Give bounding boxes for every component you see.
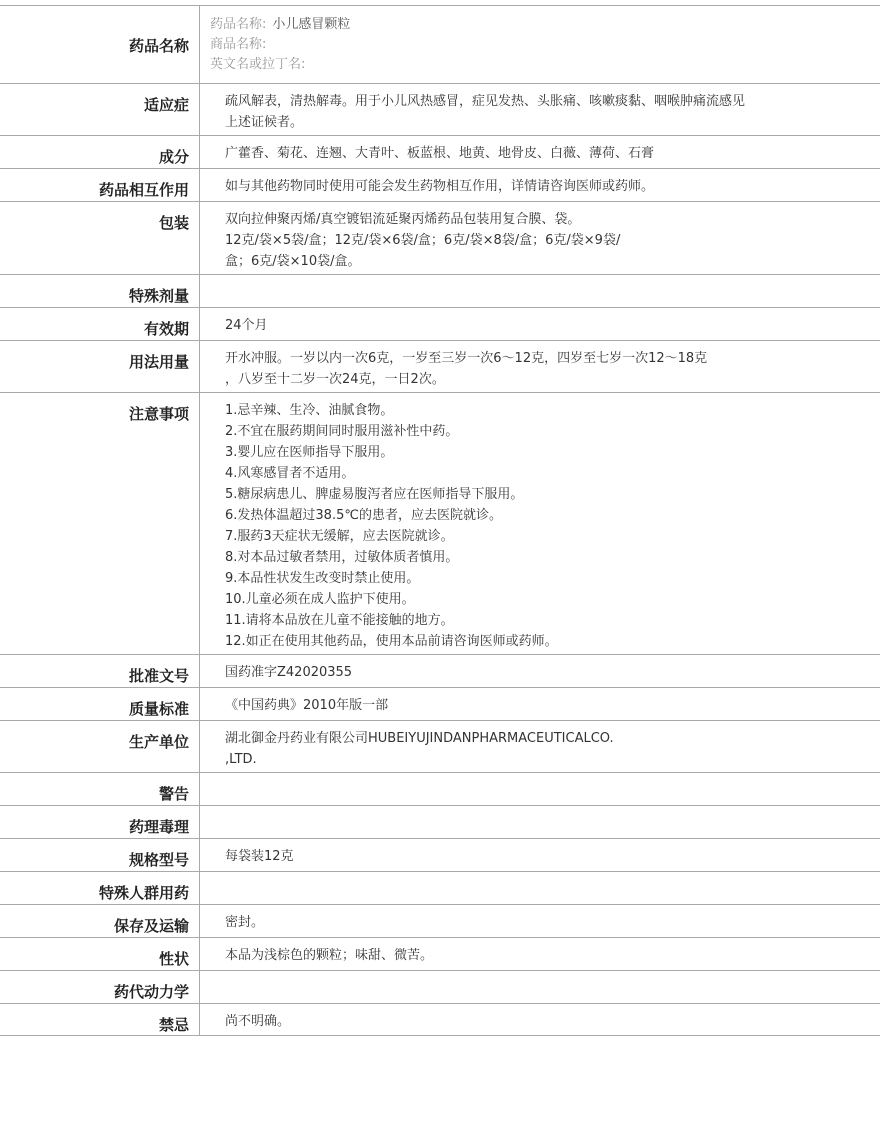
row-value xyxy=(200,136,880,168)
row-value xyxy=(200,202,880,274)
value-line: 湖北御金丹药业有限公司HUBEIYUJINDANPHARMACEUTICALCO. xyxy=(225,731,614,746)
row-drug-name xyxy=(0,5,880,83)
value-line: 9.本品性状发生改变时禁止使用。 xyxy=(225,571,420,586)
value-line: 如与其他药物同时使用可能会发生药物相互作用，详情请咨询医师或药师。 xyxy=(225,179,655,194)
info-row xyxy=(0,307,880,340)
row-value xyxy=(200,688,880,720)
generic-name-label: 药品名称: xyxy=(210,17,267,32)
row-label: 规格型号 xyxy=(0,839,200,871)
value-line: 8.对本品过敏者禁用，过敏体质者慎用。 xyxy=(225,550,459,565)
value-line: 国药准字Z42020355 xyxy=(225,665,353,680)
value-line: 2.不宜在服药期间同时服用滋补性中药。 xyxy=(225,424,459,439)
generic-name-line xyxy=(210,15,870,35)
row-label: 批准文号 xyxy=(0,655,200,687)
value-line: 密封。 xyxy=(225,915,265,930)
info-row xyxy=(0,970,880,1003)
brand-name-label: 商品名称: xyxy=(210,37,267,52)
info-row xyxy=(0,274,880,307)
row-value xyxy=(200,839,880,871)
info-row xyxy=(0,687,880,720)
value-line: 12克/袋×5袋/盒；12克/袋×6袋/盒；6克/袋×8袋/盒；6克/袋×9袋/ xyxy=(225,233,621,248)
row-value xyxy=(200,393,880,654)
value-line: ，八岁至十二岁一次24克，一日2次。 xyxy=(225,372,445,387)
row-value xyxy=(200,84,880,135)
row-label: 警告 xyxy=(0,773,200,805)
info-row xyxy=(0,201,880,274)
value-line: 11.请将本品放在儿童不能接触的地方。 xyxy=(225,613,454,628)
value-line: 广藿香、菊花、连翘、大青叶、板蓝根、地黄、地骨皮、白薇、薄荷、石膏 xyxy=(225,146,655,161)
info-row xyxy=(0,392,880,654)
value-line: 6.发热体温超过38.5℃的患者，应去医院就诊。 xyxy=(225,508,502,523)
value-line: 每袋装12克 xyxy=(225,849,294,864)
row-value xyxy=(200,655,880,687)
row-label: 性状 xyxy=(0,938,200,970)
info-row xyxy=(0,1003,880,1036)
row-value xyxy=(200,938,880,970)
row-label: 禁忌 xyxy=(0,1004,200,1035)
value-line: 5.糖尿病患儿、脾虚易腹泻者应在医师指导下服用。 xyxy=(225,487,524,502)
info-row xyxy=(0,937,880,970)
drug-name-value xyxy=(200,6,880,83)
row-label: 质量标准 xyxy=(0,688,200,720)
row-label: 适应症 xyxy=(0,84,200,135)
row-value xyxy=(200,905,880,937)
value-line: 4.风寒感冒者不适用。 xyxy=(225,466,355,481)
row-value xyxy=(200,806,880,838)
row-value xyxy=(200,971,880,1003)
english-name-label: 英文名或拉丁名: xyxy=(210,57,306,72)
value-line: 《中国药典》2010年版一部 xyxy=(225,698,389,713)
value-line: 3.婴儿应在医师指导下服用。 xyxy=(225,445,394,460)
info-row xyxy=(0,654,880,687)
value-line: 上述证候者。 xyxy=(225,115,304,130)
info-row xyxy=(0,168,880,201)
row-label: 特殊剂量 xyxy=(0,275,200,307)
row-label: 药品名称 xyxy=(0,6,200,83)
value-line: ,LTD. xyxy=(225,752,257,767)
info-row xyxy=(0,805,880,838)
row-label: 有效期 xyxy=(0,308,200,340)
value-line: 疏风解表，清热解毒。用于小儿风热感冒，症见发热、头胀痛、咳嗽痰黏、咽喉肿痛流感见 xyxy=(225,94,746,109)
row-label: 特殊人群用药 xyxy=(0,872,200,904)
row-label: 注意事项 xyxy=(0,393,200,654)
value-line: 开水冲服。一岁以内一次6克，一岁至三岁一次6～12克，四岁至七岁一次12～18克 xyxy=(225,351,708,366)
value-line: 双向拉伸聚丙烯/真空镀铝流延聚丙烯药品包装用复合膜、袋。 xyxy=(225,212,581,227)
info-row xyxy=(0,838,880,871)
info-row xyxy=(0,720,880,772)
row-label: 药理毒理 xyxy=(0,806,200,838)
info-row xyxy=(0,904,880,937)
info-row xyxy=(0,772,880,805)
row-label: 包装 xyxy=(0,202,200,274)
info-row xyxy=(0,135,880,168)
row-label: 药代动力学 xyxy=(0,971,200,1003)
row-label: 药品相互作用 xyxy=(0,169,200,201)
row-value xyxy=(200,721,880,772)
value-line: 10.儿童必须在成人监护下使用。 xyxy=(225,592,415,607)
info-row xyxy=(0,871,880,904)
value-line: 盒；6克/袋×10袋/盒。 xyxy=(225,254,361,269)
row-label: 保存及运输 xyxy=(0,905,200,937)
row-label: 成分 xyxy=(0,136,200,168)
row-value xyxy=(200,773,880,805)
row-value xyxy=(200,308,880,340)
row-value xyxy=(200,275,880,307)
value-line: 本品为浅棕色的颗粒；味甜、微苦。 xyxy=(225,948,434,963)
row-label: 用法用量 xyxy=(0,341,200,392)
row-value xyxy=(200,341,880,392)
row-value xyxy=(200,169,880,201)
value-line: 7.服药3天症状无缓解，应去医院就诊。 xyxy=(225,529,454,544)
info-row xyxy=(0,83,880,135)
value-line: 1.忌辛辣、生冷、油腻食物。 xyxy=(225,403,394,418)
row-value xyxy=(200,872,880,904)
value-line: 尚不明确。 xyxy=(225,1014,291,1029)
drug-info-table xyxy=(0,5,880,1036)
value-line: 24个月 xyxy=(225,318,268,333)
info-row xyxy=(0,340,880,392)
value-line: 12.如正在使用其他药品，使用本品前请咨询医师或药师。 xyxy=(225,634,558,649)
row-value xyxy=(200,1004,880,1035)
generic-name-value: 小儿感冒颗粒 xyxy=(272,17,351,32)
row-label: 生产单位 xyxy=(0,721,200,772)
